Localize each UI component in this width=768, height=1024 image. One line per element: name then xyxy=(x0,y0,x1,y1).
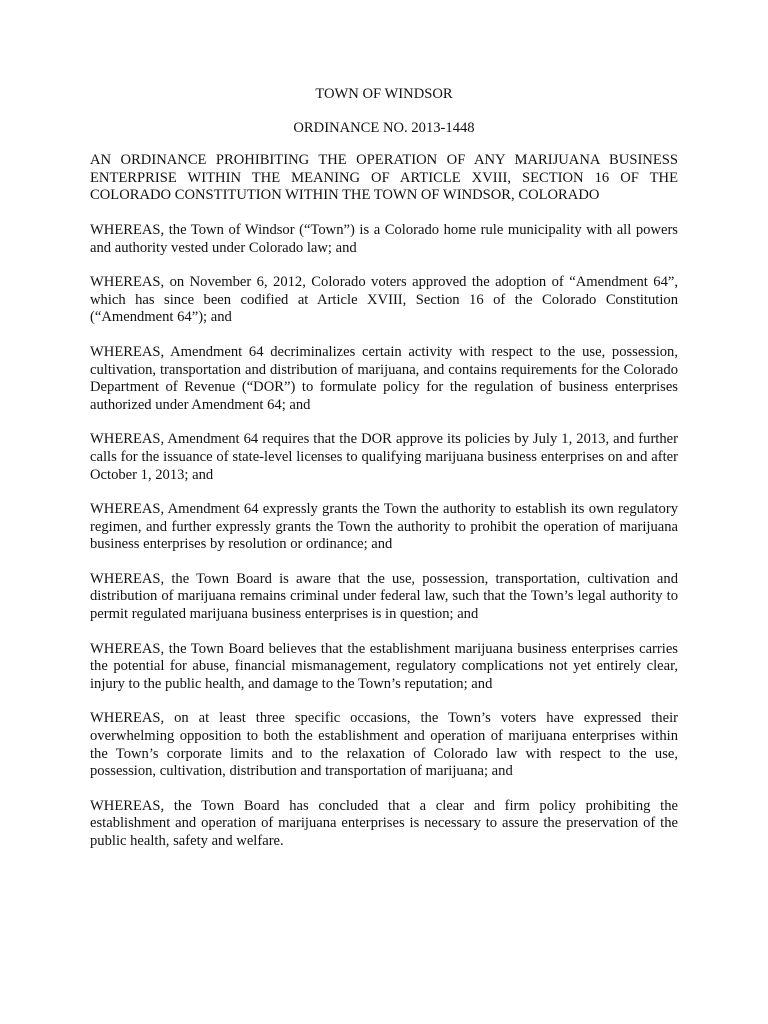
whereas-paragraph-6: WHEREAS, the Town Board is aware that the use, possession, transportation, cultivation and distribution of marijuana remains criminal under federal law, such that the Town’s legal authority to permit regulated marijuana business enterprises is in question; and xyxy=(90,570,678,623)
ordinance-heading: AN ORDINANCE PROHIBITING THE OPERATION OF ANY MARIJUANA BUSINESS ENTERPRISE WITHIN THE MEANING OF ARTICLE XVIII, SECTION 16 OF THE COLORADO CONSTITUTION WITHIN THE TOWN OF WINDSOR, COLORADO xyxy=(90,152,678,204)
whereas-paragraph-3: WHEREAS, Amendment 64 decriminalizes certain activity with respect to the use, possession, cultivation, transportation and distribution of marijuana, and contains requirements for the Colorado Department of Revenue (“DOR”) to formulate policy for the regulation of business enterprises authorized under Amendment 64; and xyxy=(90,343,678,413)
whereas-paragraph-7: WHEREAS, the Town Board believes that the establishment marijuana business enterprises carries the potential for abuse, financial mismanagement, regulatory complications not yet entirely clear, injury to the public health, and damage to the Town’s reputation; and xyxy=(90,640,678,692)
whereas-paragraph-9: WHEREAS, the Town Board has concluded that a clear and firm policy prohibiting the establishment and operation of marijuana enterprises is necessary to assure the preservation of the public health, safety and welfare. xyxy=(90,797,678,849)
whereas-paragraph-2: WHEREAS, on November 6, 2012, Colorado voters approved the adoption of “Amendment 64”, which has since been codified at Article XVIII, Section 16 of the Colorado Constitution (“Amendment 64”); and xyxy=(90,274,678,326)
whereas-paragraph-1: WHEREAS, the Town of Windsor (“Town”) is a Colorado home rule municipality with all powers and authority vested under Colorado law; and xyxy=(90,221,678,256)
document-page xyxy=(90,86,678,868)
whereas-paragraph-5: WHEREAS, Amendment 64 expressly grants the Town the authority to establish its own regulatory regimen, and further expressly grants the Town the authority to prohibit the operation of marijuana business enterprises by resolution or ordinance; and xyxy=(90,501,678,553)
whereas-paragraph-8: WHEREAS, on at least three specific occasions, the Town’s voters have expressed their overwhelming opposition to both the establishment and operation of marijuana enterprises within the Town’s corporate limits and to the relaxation of Colorado law with respect to the use, possession, cultivation, distribution and transportation of marijuana; and xyxy=(90,710,678,780)
whereas-paragraph-4: WHEREAS, Amendment 64 requires that the DOR approve its policies by July 1, 2013, and further calls for the issuance of state-level licenses to qualifying marijuana business enterprises on and after October 1, 2013; and xyxy=(90,431,678,483)
document-title: TOWN OF WINDSOR xyxy=(315,86,453,102)
ordinance-number: ORDINANCE NO. 2013-1448 xyxy=(293,119,475,136)
